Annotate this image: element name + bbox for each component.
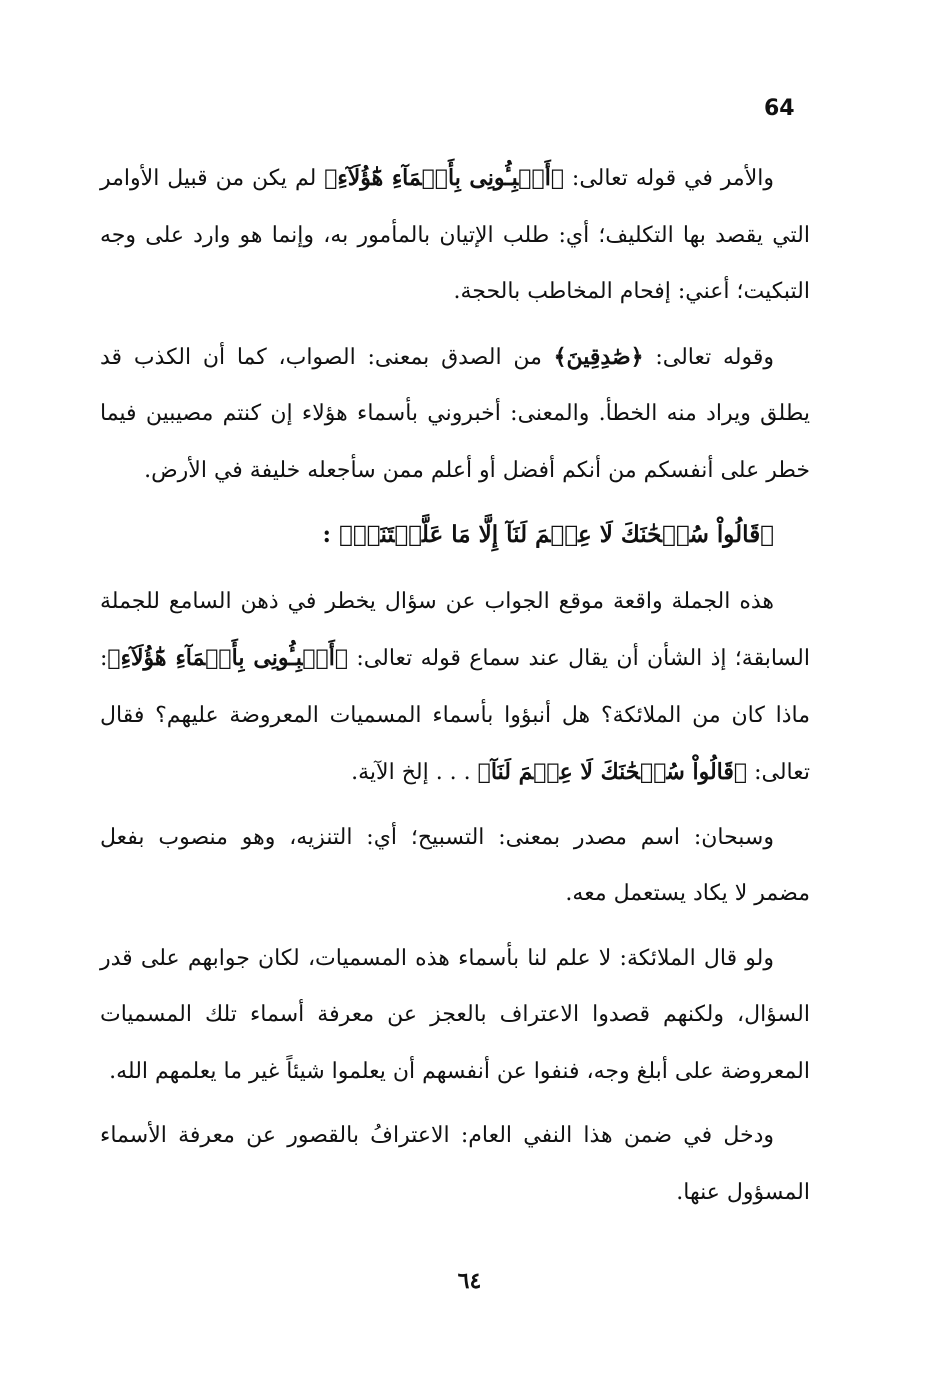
paragraph-4: وسبحان: اسم مصدر بمعنى: التسبيح؛ أي: التنزيه، وهو منصوب بفعل مضمر لا يكاد يستعمل معه.: [100, 824, 810, 906]
paragraph-1-after: لم يكن من قبيل الأوامر التي يقصد بها التكليف؛ أي: طلب الإتيان بالمأمور به، وإنما هو وارد على وجه التبكيت؛ أعني: إفحام المخاطب بالحجة.: [100, 166, 810, 304]
verse-heading-quote: ﴿قَالُواْ سُبۡحَٰنَكَ لَا عِلۡمَ لَنَآ إِلَّا مَا عَلَّمۡتَنَآۖ﴾: [339, 521, 774, 548]
paragraph-2: [100, 329, 810, 500]
paragraph-3: [100, 574, 810, 802]
page-number-bottom: ٦٤: [457, 1268, 482, 1294]
paragraph-5: ولو قال الملائكة: لا علم لنا بأسماء هذه المسميات، لكان جوابهم على قدر السؤال، ولكنهم قصدوا الاعتراف بالعجز عن معرفة أسماء تلك المسميات المعروضة على أبلغ وجه، فنفوا عن أنفسهم أن يعلموا شيئاً غير ما يعلمهم الله.: [100, 945, 810, 1084]
quran-quote-3: ﴿أَنۢبِـُٔونِى بِأَسۡمَآءِ هَٰٓؤُلَآءِ﴾: [107, 645, 349, 671]
paragraph-6: ودخل في ضمن هذا النفي العام: الاعترافُ بالقصور عن معرفة الأسماء المسؤول عنها.: [100, 1123, 810, 1205]
paragraph-1: [100, 150, 810, 321]
page-number-top: 64: [764, 96, 795, 121]
paragraph-1-before: والأمر في قوله تعالى:: [564, 166, 774, 191]
quran-quote-2: ﴿صَٰدِقِينَ﴾: [553, 343, 644, 370]
quran-quote-4: ﴿قَالُواْ سُبۡحَٰنَكَ لَا عِلۡمَ لَنَآ﴾: [477, 759, 748, 785]
verse-heading: [100, 507, 810, 564]
verse-heading-suffix: :: [322, 521, 332, 548]
paragraph-3-middle: : ماذا كان من الملائكة؟ هل أنبؤوا بأسماء المسميات المعروضة عليهم؟ فقال تعالى:: [100, 646, 810, 785]
quran-quote-1: ﴿أَنۢبِـُٔونِى بِأَسۡمَآءِ هَٰٓؤُلَآءِ﴾: [324, 165, 565, 191]
paragraph-3-before: هذه الجملة واقعة موقع الجواب عن سؤال يخطر في ذهن السامع للجملة السابقة؛ إذ الشأن أن يقال عند سماع قوله تعالى:: [100, 588, 810, 671]
paragraph-2-before: وقوله تعالى:: [643, 344, 774, 370]
paragraph-3-after: . . . إلخ الآية.: [351, 760, 478, 785]
paragraph-2-after: من الصدق بمعنى: الصواب، كما أن الكذب قد يطلق ويراد منه الخطأ. والمعنى: أخبروني بأسماء هؤلاء إن كنتم مصيبين فيما خطر على أنفسكم من أنكم أفضل أو أعلم ممن سأجعله خليفة في الأرض.: [100, 344, 810, 483]
page-body: [100, 150, 810, 1229]
